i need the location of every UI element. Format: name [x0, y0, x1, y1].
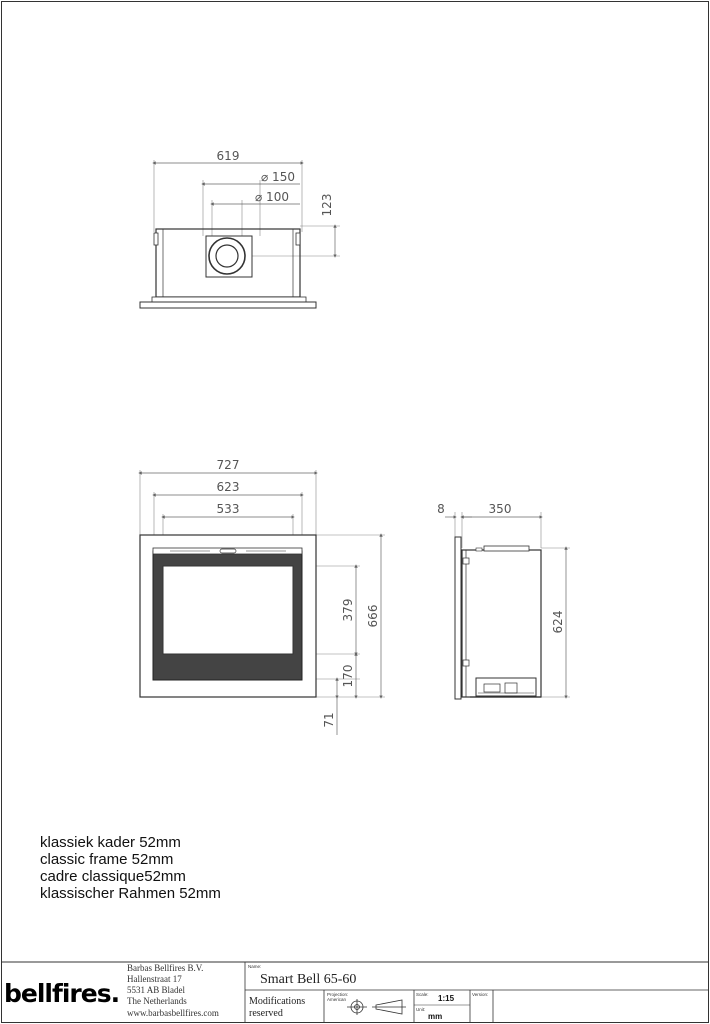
glass-window [163, 566, 293, 654]
unit-caption: Unit: [416, 1007, 426, 1012]
front-view [140, 458, 385, 735]
dim-619: 619 [216, 149, 240, 163]
company-country: The Netherlands [127, 996, 187, 1006]
version-caption: Version: [472, 992, 489, 997]
company-name: Barbas Bellfires B.V. [127, 963, 204, 973]
caption-french: cadre classique52mm [40, 868, 186, 885]
frame-caption [40, 834, 221, 902]
top-view-frame-lip [140, 302, 316, 308]
dim-170: 170 [341, 664, 355, 688]
dim-350: 350 [488, 502, 512, 516]
caption-english: classic frame 52mm [40, 851, 174, 868]
dim-123: 123 [320, 193, 334, 217]
company-city: 5531 AB Bladel [127, 985, 185, 995]
dim-379: 379 [341, 598, 355, 622]
side-view [437, 502, 570, 699]
company-website[interactable]: www.barbasbellfires.com [127, 1008, 219, 1018]
dim-623: 623 [216, 480, 240, 494]
bellfires-logo: bellfires. [4, 979, 120, 1008]
side-frame-edge [455, 537, 461, 699]
name-caption: Name: [248, 964, 262, 969]
dim-727: 727 [216, 458, 240, 472]
dim-533: 533 [216, 502, 240, 516]
unit-value: mm [428, 1012, 443, 1021]
top-view [140, 149, 340, 308]
dim-diameter-150: ⌀ 150 [261, 170, 295, 184]
product-name: Smart Bell 65-60 [260, 972, 357, 987]
projection-caption-2: American [327, 997, 347, 1002]
side-body [462, 550, 541, 697]
modifications-line2: reserved [249, 1008, 283, 1019]
dim-666: 666 [366, 604, 380, 628]
projection-caption: Projection: [327, 992, 349, 997]
projection-symbol-icon [347, 999, 406, 1015]
dim-diameter-100: ⌀ 100 [255, 190, 289, 204]
modifications-line1: Modifications [249, 996, 306, 1007]
scale-caption: Scale: [416, 992, 429, 997]
caption-dutch: klassiek kader 52mm [40, 834, 181, 851]
dim-71: 71 [322, 712, 336, 728]
caption-german: klassischer Rahmen 52mm [40, 885, 221, 902]
dim-8: 8 [437, 502, 445, 516]
scale-value: 1:15 [438, 994, 455, 1003]
dim-624: 624 [551, 610, 565, 634]
company-street: Hallenstraat 17 [127, 974, 182, 984]
